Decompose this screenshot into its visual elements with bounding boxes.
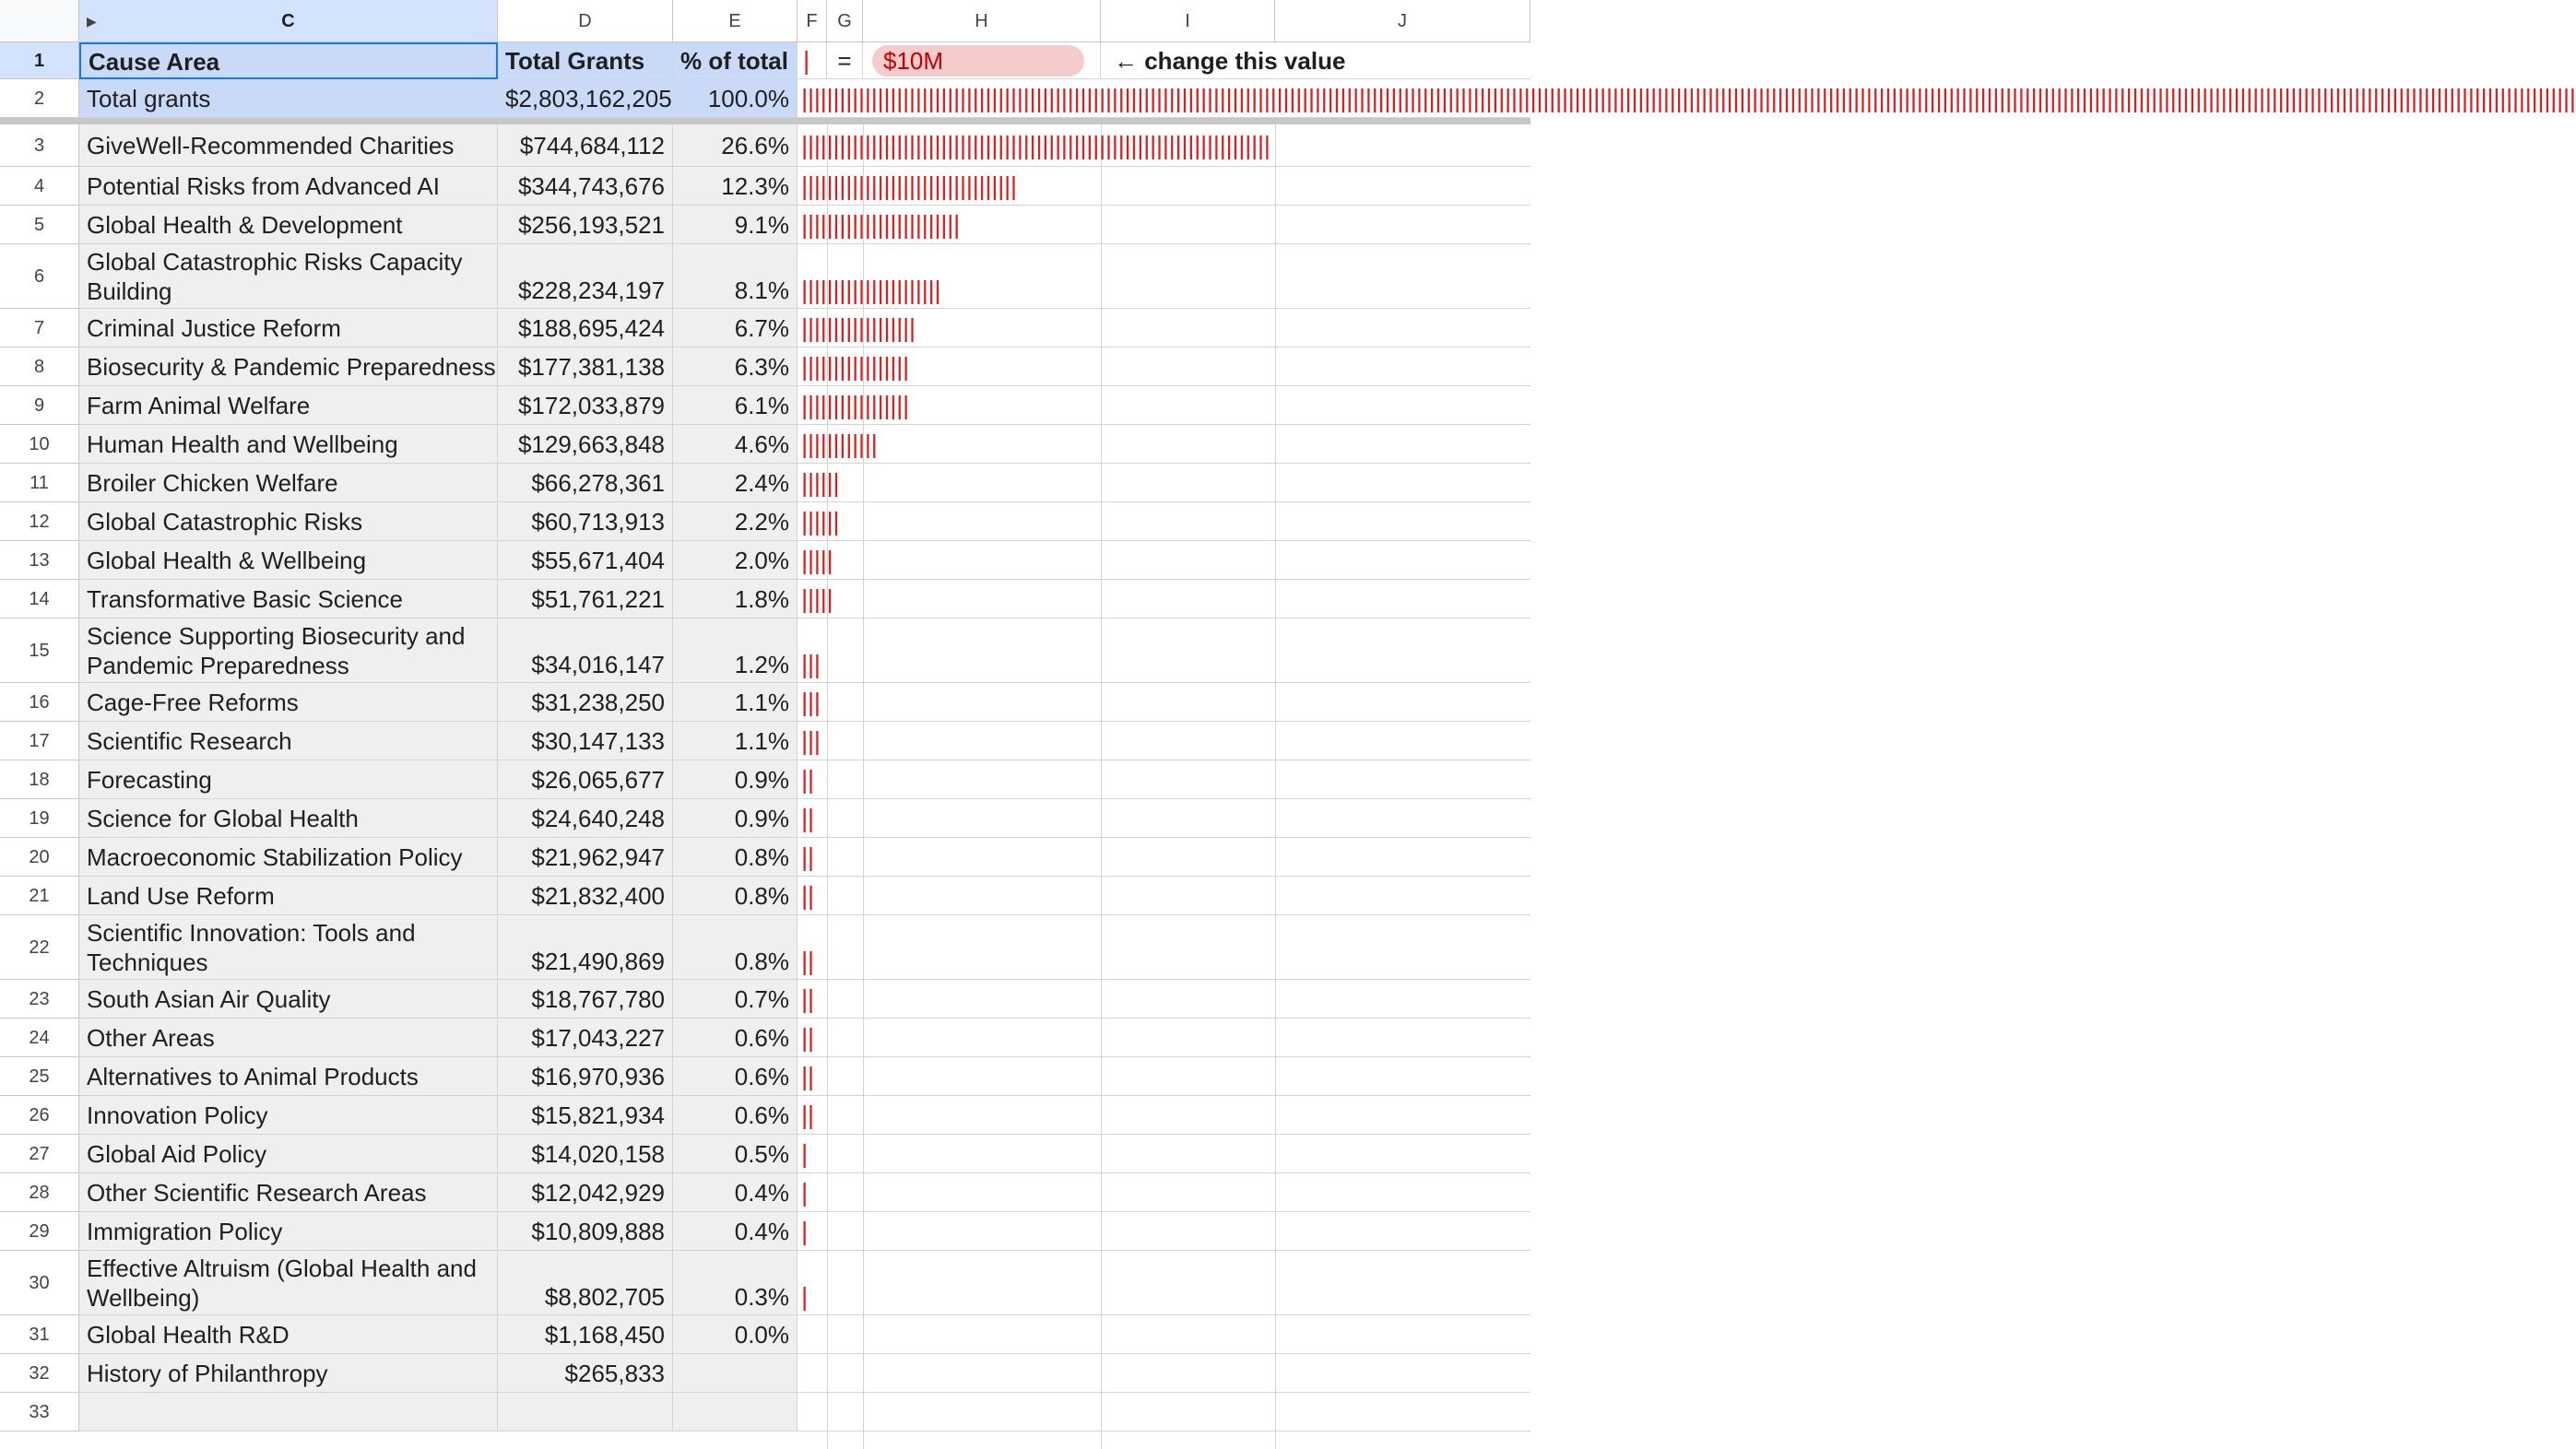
cause-area-cell[interactable]: History of Philanthropy: [79, 1354, 498, 1393]
cause-area-cell[interactable]: Global Health & Development: [79, 206, 498, 244]
row-header[interactable]: [0, 722, 79, 760]
pct-total-cell[interactable]: 0.9%: [673, 799, 798, 838]
row-number: 8: [33, 357, 45, 377]
cause-area-cell[interactable]: Global Health R&D: [79, 1315, 498, 1354]
row-number: 18: [29, 770, 50, 790]
column-letter: I: [1185, 11, 1190, 31]
cause-area-cell[interactable]: Criminal Justice Reform: [79, 309, 498, 348]
row-header[interactable]: [0, 79, 79, 118]
total-grants-cell[interactable]: $24,640,248: [498, 799, 673, 838]
column-header-i[interactable]: [1101, 0, 1275, 42]
row-number: 14: [29, 589, 50, 609]
total-grants-cell[interactable]: $51,761,221: [498, 580, 673, 618]
cause-area-cell[interactable]: Transformative Basic Science: [79, 580, 498, 618]
bar-chart-cell[interactable]: ||: [798, 1096, 1530, 1135]
bar-chart-cell[interactable]: |||||||||||||||||: [798, 348, 1530, 386]
total-grants-cell[interactable]: $265,833: [498, 1354, 673, 1393]
total-grants-cell[interactable]: $15,821,934: [498, 1096, 673, 1135]
row-number: 27: [29, 1144, 50, 1164]
pct-total-cell[interactable]: 8.1%: [673, 244, 798, 309]
pct-total-cell[interactable]: 1.1%: [673, 683, 798, 722]
frozen-rows-divider[interactable]: [0, 118, 1530, 124]
row-number: 25: [29, 1066, 50, 1087]
row-number: 12: [29, 512, 50, 532]
total-grants-cell[interactable]: $177,381,138: [498, 348, 673, 386]
cause-area-cell[interactable]: Global Aid Policy: [79, 1135, 498, 1173]
row-header[interactable]: [0, 244, 79, 309]
pct-total-cell[interactable]: 9.1%: [673, 206, 798, 244]
column-header-g[interactable]: [827, 0, 863, 42]
pct-total-cell[interactable]: 2.0%: [673, 541, 798, 580]
total-grants-cell[interactable]: $256,193,521: [498, 206, 673, 244]
row-number: 3: [33, 135, 45, 156]
row-header[interactable]: [0, 1019, 79, 1057]
total-grants-cell[interactable]: $228,234,197: [498, 244, 673, 309]
row-number: 30: [29, 1273, 50, 1293]
row-header[interactable]: [0, 683, 79, 722]
pct-total-cell[interactable]: 0.4%: [673, 1173, 798, 1212]
bar-chart-cell[interactable]: |||||: [798, 541, 1530, 580]
row-header[interactable]: [0, 348, 79, 386]
row-number: 15: [29, 641, 50, 661]
row-header[interactable]: [0, 799, 79, 838]
row-number: 33: [29, 1402, 50, 1422]
total-grants-cell[interactable]: $60,713,913: [498, 502, 673, 541]
row-number: 21: [29, 886, 50, 906]
pct-total-cell[interactable]: 0.6%: [673, 1096, 798, 1135]
cause-area-cell[interactable]: Potential Risks from Advanced AI: [79, 167, 498, 206]
pct-total-cell[interactable]: 0.3%: [673, 1251, 798, 1315]
row-header[interactable]: [0, 464, 79, 502]
header-total-grants[interactable]: Total Grants: [498, 42, 673, 79]
row-header[interactable]: [0, 980, 79, 1019]
unit-bar-cell[interactable]: |: [798, 42, 827, 79]
row-header[interactable]: [0, 915, 79, 980]
column-letter: E: [728, 11, 741, 31]
row-header[interactable]: [0, 1096, 79, 1135]
cause-area-cell[interactable]: GiveWell-Recommended Charities: [79, 124, 498, 167]
cause-area-cell[interactable]: Cage-Free Reforms: [79, 683, 498, 722]
row-header[interactable]: [0, 42, 79, 79]
row-header[interactable]: [0, 386, 79, 425]
unit-value-pill[interactable]: $10M: [872, 45, 1084, 77]
cause-area-cell[interactable]: Human Health and Wellbeing: [79, 425, 498, 464]
bar-chart-cell[interactable]: ||||||||||||||||||||||||||||||||||||||||||||||||||||||||||||||||||||||||||: [798, 124, 1530, 167]
cause-area-cell[interactable]: Scientific Innovation: Tools and Techniques: [79, 915, 498, 980]
bar-chart-cell[interactable]: ||: [798, 1057, 1530, 1096]
total-grants-cell[interactable]: $17,043,227: [498, 1019, 673, 1057]
total-grants-cell[interactable]: $55,671,404: [498, 541, 673, 580]
cause-area-cell[interactable]: Immigration Policy: [79, 1212, 498, 1251]
row-number: 16: [29, 692, 50, 713]
unit-value-cell[interactable]: [863, 42, 1101, 79]
total-grants-cell[interactable]: $21,832,400: [498, 877, 673, 915]
cause-area-cell[interactable]: Land Use Reform: [79, 877, 498, 915]
bar-chart-cell[interactable]: ||||||: [798, 464, 1530, 502]
bar-chart-cell[interactable]: ||: [798, 915, 1530, 980]
pct-total-cell[interactable]: 0.9%: [673, 760, 798, 799]
total-bar-chart[interactable]: ||||||||||||||||||||||||||||||||||||||||||||||||||||||||||||||||||||||||||||||||||||||||||||||||||||||||||||||||||||||||||||||||||||||||||||||||||||||||||||||||||||||||||||||||||||||||||||||||||||||||||||||||||||||||||||||||||||||||||||||||||||||||||||||||||||||||||||||||||||||||: [798, 79, 1530, 118]
total-grants-cell[interactable]: $34,016,147: [498, 618, 673, 683]
cause-area-cell[interactable]: South Asian Air Quality: [79, 980, 498, 1019]
cause-area-cell[interactable]: Other Scientific Research Areas: [79, 1173, 498, 1212]
bar-chart-cell[interactable]: |: [798, 1135, 1530, 1173]
pct-total-cell[interactable]: 0.6%: [673, 1019, 798, 1057]
cause-area-cell[interactable]: Scientific Research: [79, 722, 498, 760]
header-pct-total[interactable]: % of total: [673, 42, 798, 79]
cause-area-cell[interactable]: Effective Altruism (Global Health and Wellbeing): [79, 1251, 498, 1315]
column-letter: F: [806, 11, 818, 31]
total-grants-cell[interactable]: $344,743,676: [498, 167, 673, 206]
row-header[interactable]: [0, 541, 79, 580]
row-number: 10: [29, 434, 50, 454]
row-header[interactable]: [0, 1135, 79, 1173]
bar-chart-cell[interactable]: [798, 1354, 1530, 1393]
row-number: 23: [29, 989, 50, 1009]
column-header-f[interactable]: [798, 0, 827, 42]
row-header[interactable]: [0, 1354, 79, 1393]
header-cause-area[interactable]: Cause Area: [79, 42, 498, 79]
total-grants-cell[interactable]: $172,033,879: [498, 386, 673, 425]
row-header[interactable]: [0, 1315, 79, 1354]
pct-total-cell[interactable]: 1.2%: [673, 618, 798, 683]
total-grants-cell[interactable]: $18,767,780: [498, 980, 673, 1019]
bar-chart-cell[interactable]: ||: [798, 980, 1530, 1019]
bar-chart-cell[interactable]: ||||||||||||||||||||||: [798, 244, 1530, 309]
collapse-arrow-icon[interactable]: ▶: [87, 14, 97, 29]
bar-chart-cell[interactable]: |: [798, 1212, 1530, 1251]
bar-chart-cell[interactable]: |||: [798, 618, 1530, 683]
bar-chart-cell[interactable]: |||||||||||||||||: [798, 386, 1530, 425]
pct-total-cell[interactable]: 0.4%: [673, 1212, 798, 1251]
pct-total-cell[interactable]: 1.1%: [673, 722, 798, 760]
pct-total-cell[interactable]: 0.7%: [673, 980, 798, 1019]
row-header[interactable]: [0, 1251, 79, 1315]
row-header[interactable]: [0, 580, 79, 618]
column-letter: G: [837, 11, 852, 31]
pct-total-cell[interactable]: 0.0%: [673, 1315, 798, 1354]
total-grants-cell[interactable]: $16,970,936: [498, 1057, 673, 1096]
total-grants-cell[interactable]: [498, 1393, 673, 1431]
column-header-e[interactable]: [673, 0, 798, 42]
row-number: 13: [29, 550, 50, 571]
bar-chart-cell[interactable]: ||: [798, 838, 1530, 877]
column-letter: J: [1398, 11, 1407, 31]
column-header-j[interactable]: [1275, 0, 1530, 42]
row-header[interactable]: [0, 206, 79, 244]
pct-total-cell[interactable]: 6.7%: [673, 309, 798, 348]
cause-area-cell[interactable]: Forecasting: [79, 760, 498, 799]
row-number: 19: [29, 808, 50, 829]
select-all-corner[interactable]: [0, 0, 79, 42]
pct-total-cell[interactable]: 0.8%: [673, 915, 798, 980]
pct-total-cell[interactable]: 12.3%: [673, 167, 798, 206]
pct-total-cell[interactable]: 4.6%: [673, 425, 798, 464]
total-grants-cell[interactable]: $744,684,112: [498, 124, 673, 167]
cause-area-cell[interactable]: Global Catastrophic Risks Capacity Building: [79, 244, 498, 309]
row-number: 4: [33, 176, 45, 196]
row-number: 6: [33, 266, 45, 287]
row-header[interactable]: [0, 1212, 79, 1251]
cause-area-cell[interactable]: Macroeconomic Stabilization Policy: [79, 838, 498, 877]
row-number: 26: [29, 1105, 50, 1125]
bar-chart-cell[interactable]: ||: [798, 760, 1530, 799]
cause-area-cell[interactable]: Broiler Chicken Welfare: [79, 464, 498, 502]
column-letter: D: [578, 11, 592, 31]
total-grants-cell[interactable]: $188,695,424: [498, 309, 673, 348]
row-header[interactable]: [0, 1173, 79, 1212]
cause-area-cell[interactable]: Science for Global Health: [79, 799, 498, 838]
bar-chart-cell[interactable]: |: [798, 1251, 1530, 1315]
bar-chart-cell[interactable]: |: [798, 1173, 1530, 1212]
pct-total-cell[interactable]: 0.8%: [673, 838, 798, 877]
bar-chart-cell[interactable]: ||||||: [798, 502, 1530, 541]
row-number: 17: [29, 731, 50, 751]
bar-chart-cell[interactable]: [798, 1393, 1530, 1431]
bar-chart-cell[interactable]: |||: [798, 722, 1530, 760]
bar-chart-cell[interactable]: ||||||||||||||||||||||||||||||||||: [798, 167, 1530, 206]
column-letter: H: [975, 11, 988, 31]
cause-area-cell[interactable]: Biosecurity & Pandemic Preparedness: [79, 348, 498, 386]
pct-total-cell[interactable]: 26.6%: [673, 124, 798, 167]
hint-text: ← change this value: [1101, 42, 1530, 79]
row-header[interactable]: [0, 838, 79, 877]
total-grants-cell[interactable]: $12,042,929: [498, 1173, 673, 1212]
row-number: 29: [29, 1221, 50, 1242]
row-number: 24: [29, 1028, 50, 1048]
total-grants-cell[interactable]: $21,490,869: [498, 915, 673, 980]
pct-total-cell[interactable]: 1.8%: [673, 580, 798, 618]
cause-area-cell[interactable]: Farm Animal Welfare: [79, 386, 498, 425]
pct-total-cell[interactable]: 0.5%: [673, 1135, 798, 1173]
total-label[interactable]: Total grants: [79, 79, 498, 118]
pct-total-cell[interactable]: 6.1%: [673, 386, 798, 425]
total-grants-cell[interactable]: $66,278,361: [498, 464, 673, 502]
total-grants-cell[interactable]: $21,962,947: [498, 838, 673, 877]
total-grants-cell[interactable]: $8,802,705: [498, 1251, 673, 1315]
row-header[interactable]: [0, 1393, 79, 1431]
bar-chart-cell[interactable]: |||||: [798, 580, 1530, 618]
cause-area-cell[interactable]: Innovation Policy: [79, 1096, 498, 1135]
row-number: 22: [29, 937, 50, 958]
cause-area-cell[interactable]: Science Supporting Biosecurity and Pandemic Preparedness: [79, 618, 498, 683]
total-grants-cell[interactable]: $10,809,888: [498, 1212, 673, 1251]
row-number: 5: [33, 215, 45, 235]
pct-total-cell[interactable]: 0.8%: [673, 877, 798, 915]
row-header[interactable]: [0, 502, 79, 541]
bar-chart-cell[interactable]: |||||||||||||||||||||||||: [798, 206, 1530, 244]
row-number: 9: [33, 395, 45, 416]
bar-chart-cell[interactable]: ||||||||||||: [798, 425, 1530, 464]
total-pct[interactable]: 100.0%: [673, 79, 798, 118]
row-header[interactable]: [0, 877, 79, 915]
bar-chart-cell[interactable]: ||: [798, 1019, 1530, 1057]
column-header-h[interactable]: [863, 0, 1101, 42]
pct-total-cell[interactable]: 2.4%: [673, 464, 798, 502]
bar-chart-cell[interactable]: ||: [798, 877, 1530, 915]
total-grants-cell[interactable]: $30,147,133: [498, 722, 673, 760]
cause-area-cell[interactable]: Global Catastrophic Risks: [79, 502, 498, 541]
bar-chart-cell[interactable]: [798, 1315, 1530, 1354]
total-grants-cell[interactable]: $14,020,158: [498, 1135, 673, 1173]
equals-cell[interactable]: =: [827, 42, 863, 79]
cause-area-cell[interactable]: Other Areas: [79, 1019, 498, 1057]
total-grants-cell[interactable]: $31,238,250: [498, 683, 673, 722]
row-number: 2: [33, 88, 45, 109]
pct-total-cell[interactable]: [673, 1393, 798, 1431]
row-header[interactable]: [0, 1057, 79, 1096]
cause-area-cell[interactable]: [79, 1393, 498, 1431]
pct-total-cell[interactable]: 6.3%: [673, 348, 798, 386]
total-grants-cell[interactable]: $26,065,677: [498, 760, 673, 799]
row-number: 31: [29, 1325, 50, 1345]
column-letter: C: [281, 11, 295, 31]
bar-chart-cell[interactable]: ||: [798, 799, 1530, 838]
row-header[interactable]: [0, 124, 79, 167]
bar-chart-cell[interactable]: ||||||||||||||||||: [798, 309, 1530, 348]
total-grants-cell[interactable]: $1,168,450: [498, 1315, 673, 1354]
row-header[interactable]: [0, 425, 79, 464]
row-header[interactable]: [0, 760, 79, 799]
row-header[interactable]: [0, 309, 79, 348]
row-number: 7: [33, 318, 45, 338]
bar-chart-cell[interactable]: |||: [798, 683, 1530, 722]
total-amount[interactable]: $2,803,162,205: [498, 79, 673, 118]
cause-area-cell[interactable]: Alternatives to Animal Products: [79, 1057, 498, 1096]
pct-total-cell[interactable]: 2.2%: [673, 502, 798, 541]
row-header[interactable]: [0, 618, 79, 683]
row-number: 32: [29, 1363, 50, 1384]
column-header-c[interactable]: [79, 0, 498, 42]
pct-total-cell[interactable]: [673, 1354, 798, 1393]
row-number: 20: [29, 847, 50, 867]
cause-area-cell[interactable]: Global Health & Wellbeing: [79, 541, 498, 580]
pct-total-cell[interactable]: 0.6%: [673, 1057, 798, 1096]
row-header[interactable]: [0, 167, 79, 206]
row-number: 28: [29, 1183, 50, 1203]
column-header-d[interactable]: [498, 0, 673, 42]
total-grants-cell[interactable]: $129,663,848: [498, 425, 673, 464]
row-number: 11: [30, 473, 49, 493]
row-number: 1: [33, 51, 45, 71]
